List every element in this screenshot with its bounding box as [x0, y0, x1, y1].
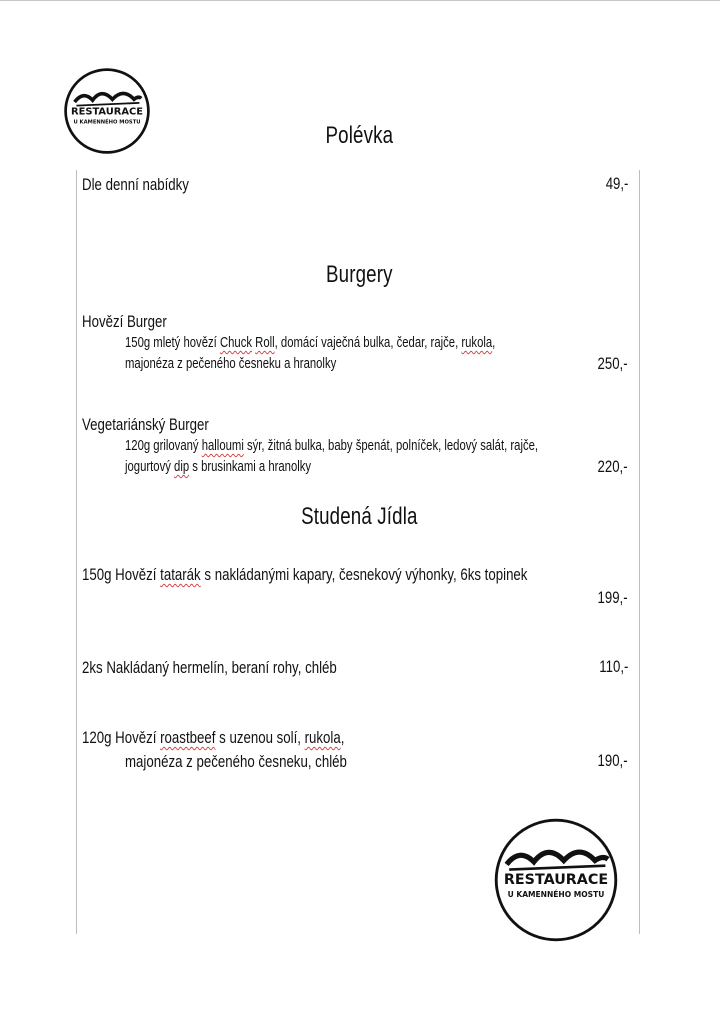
item-name-roastbeef: 120g Hovězí roastbeef s uzenou solí, rukola, — [82, 728, 345, 747]
item-price-roastbeef: 190,- — [597, 752, 628, 770]
item-price-polevka: 49,- — [605, 175, 628, 193]
section-title-studena-jidla: Studená Jídla — [301, 503, 418, 530]
item-desc-roastbeef-line2: majonéza z pečeného česneku, chléb — [125, 752, 347, 771]
item-desc-vegetariansky-burger-line2: jogurtový dip s brusinkami a hranolky — [125, 459, 312, 475]
restaurant-logo-large — [491, 815, 621, 945]
item-desc-hovezi-burger-line1: 150g mletý hovězí Chuck Roll, domácí vaječná bulka, čedar, rajče, rukola, — [125, 335, 496, 351]
top-border — [0, 0, 720, 1]
logo-line2: U KAMENNÉHO MOSTU — [73, 119, 141, 126]
item-name-polevka: Dle denní nabídky — [82, 175, 189, 194]
logo-large-line1: RESTAURACE — [503, 871, 609, 888]
item-name-vegetariansky-burger: Vegetariánský Burger — [82, 415, 209, 434]
section-title-burgery: Burgery — [326, 261, 393, 288]
item-name-hovezi-burger: Hovězí Burger — [82, 312, 167, 331]
item-price-hovezi-burger: 250,- — [597, 355, 628, 373]
left-rule — [76, 170, 77, 934]
item-price-hermelin: 110,- — [598, 658, 628, 676]
item-name-hermelin: 2ks Nakládaný hermelín, beraní rohy, chléb — [82, 658, 337, 677]
item-price-vegetariansky-burger: 220,- — [597, 458, 628, 476]
item-name-tatarak: 150g Hovězí tatarák s nakládanými kapary, česnekový výhonky, 6ks topinek — [82, 565, 528, 584]
logo-line1: RESTAURACE — [70, 106, 144, 118]
section-title-polevka: Polévka — [325, 122, 394, 149]
logo-large-line2: U KAMENNÉHO MOSTU — [507, 889, 605, 899]
item-desc-hovezi-burger-line2: majonéza z pečeného česneku a hranolky — [125, 356, 337, 372]
item-desc-vegetariansky-burger-line1: 120g grilovaný halloumi sýr, žitná bulka, baby špenát, polníček, ledový salát, rajče, — [125, 438, 539, 454]
item-price-tatarak: 199,- — [597, 589, 628, 607]
